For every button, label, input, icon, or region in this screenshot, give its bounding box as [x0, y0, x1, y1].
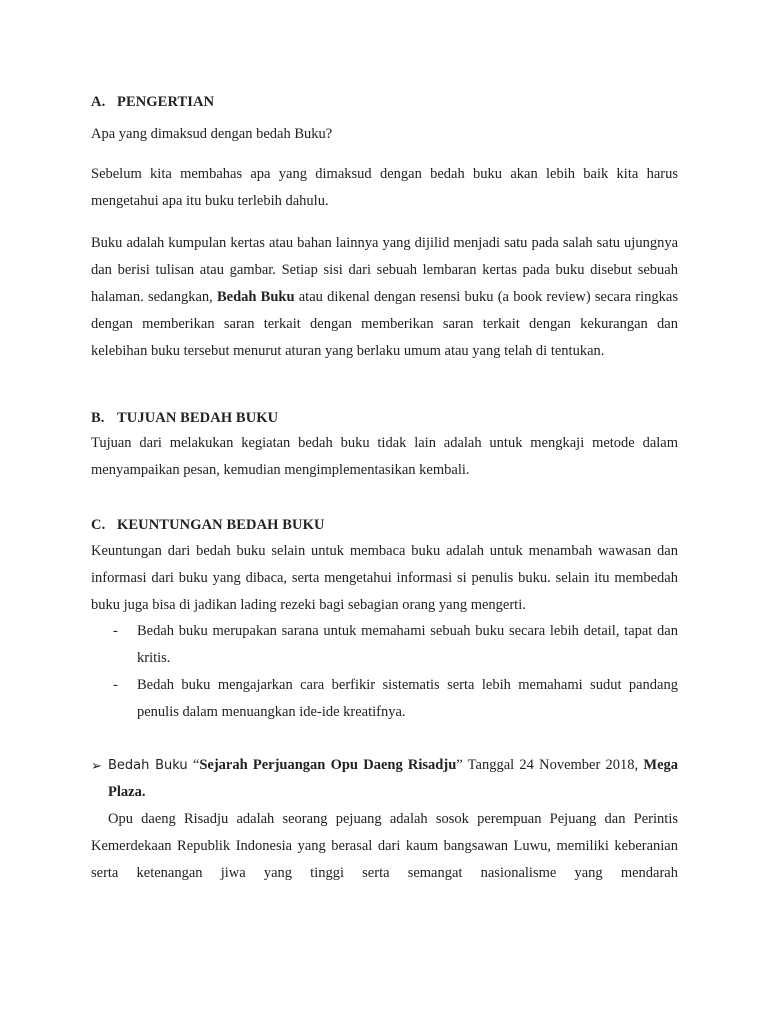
tujuan-paragraph: Tujuan dari melakukan kegiatan bedah buku tidak lain adalah untuk mengkaji metode dalam menyampaikan pesan, kemudian mengimplementasikan kembali. [91, 435, 678, 478]
arrow-bullet-icon: ➢ [91, 758, 102, 773]
keuntungan-paragraph: Keuntungan dari bedah buku selain untuk membaca buku adalah untuk menambah wawasan dan informasi dari buku yang dibaca, serta mengetahui informasi si penulis buku. selain itu membedah buku juga bisa di jadikan lading rezeki bagi sebagian orang yang mengerti. [91, 543, 678, 613]
event-open-quote: “ [187, 757, 200, 773]
event-label: Bedah Buku [108, 758, 188, 773]
bullet-dash: - [113, 623, 118, 639]
bullet-text: Bedah buku merupakan sarana untuk memahami sebuah buku secara lebih detail, tapat dan kritis. [137, 623, 678, 666]
section-c-heading [91, 517, 325, 534]
intro-paragraph: Sebelum kita membahas apa yang dimaksud dengan bedah buku akan lebih baik kita harus mengetahui apa itu buku terlebih dahulu. [91, 166, 678, 209]
section-b-heading [91, 410, 278, 427]
opu-paragraph: Opu daeng Risadju adalah seorang pejuang adalah sosok perempuan Pejuang dan Perintis Kemerdekaan Republik Indonesia yang berasal dari kaum bangsawan Luwu, memiliki keberanian serta ketenangan jiwa yang tinggi serta semangat nasionalisme yang mendarah [91, 811, 678, 881]
event-text [108, 752, 678, 806]
section-b-title: TUJUAN BEDAH BUKU [117, 410, 279, 426]
section-a-title: PENGERTIAN [117, 94, 215, 110]
section-b-letter: B. [91, 410, 105, 426]
section-a-letter: A. [91, 94, 106, 110]
definition-bold-term: Bedah Buku [216, 289, 295, 305]
definition-text-2: atau dikenal dengan resensi buku (a book review) secara ringkas dengan memberikan saran terkait dengan memberikan saran terkait dengan kekurangan dan kelebihan buku tersebut menurut aturan yang berlaku umum atau yang telah di tentukan. [91, 289, 678, 359]
section-c-title: KEUNTUNGAN BEDAH BUKU [117, 517, 325, 533]
section-c-letter: C. [91, 517, 106, 533]
bullet-dash: - [113, 677, 118, 693]
event-close-quote: ” [456, 757, 463, 773]
event-place: Mega Plaza. [108, 757, 679, 800]
section-a-heading [91, 94, 214, 111]
definition-text-1: Buku adalah kumpulan kertas atau bahan lainnya yang dijilid menjadi satu pada salah satu ujungnya dan berisi tulisan atau gambar. Setiap sisi dari sebuah lembaran kertas pada buku disebut sebuah halaman. sedangkan, [91, 235, 678, 305]
event-book-title: Sejarah Perjuangan Opu Daeng Risadju [199, 757, 457, 773]
event-date: Tanggal 24 November 2018, [462, 757, 644, 773]
question-paragraph: Apa yang dimaksud dengan bedah Buku? [91, 126, 333, 142]
bullet-text: Bedah buku mengajarkan cara berfikir sistematis serta lebih memahami sudut pandang penulis dalam menuangkan ide-ide kreatifnya. [137, 677, 678, 720]
definition-paragraph [91, 230, 678, 365]
